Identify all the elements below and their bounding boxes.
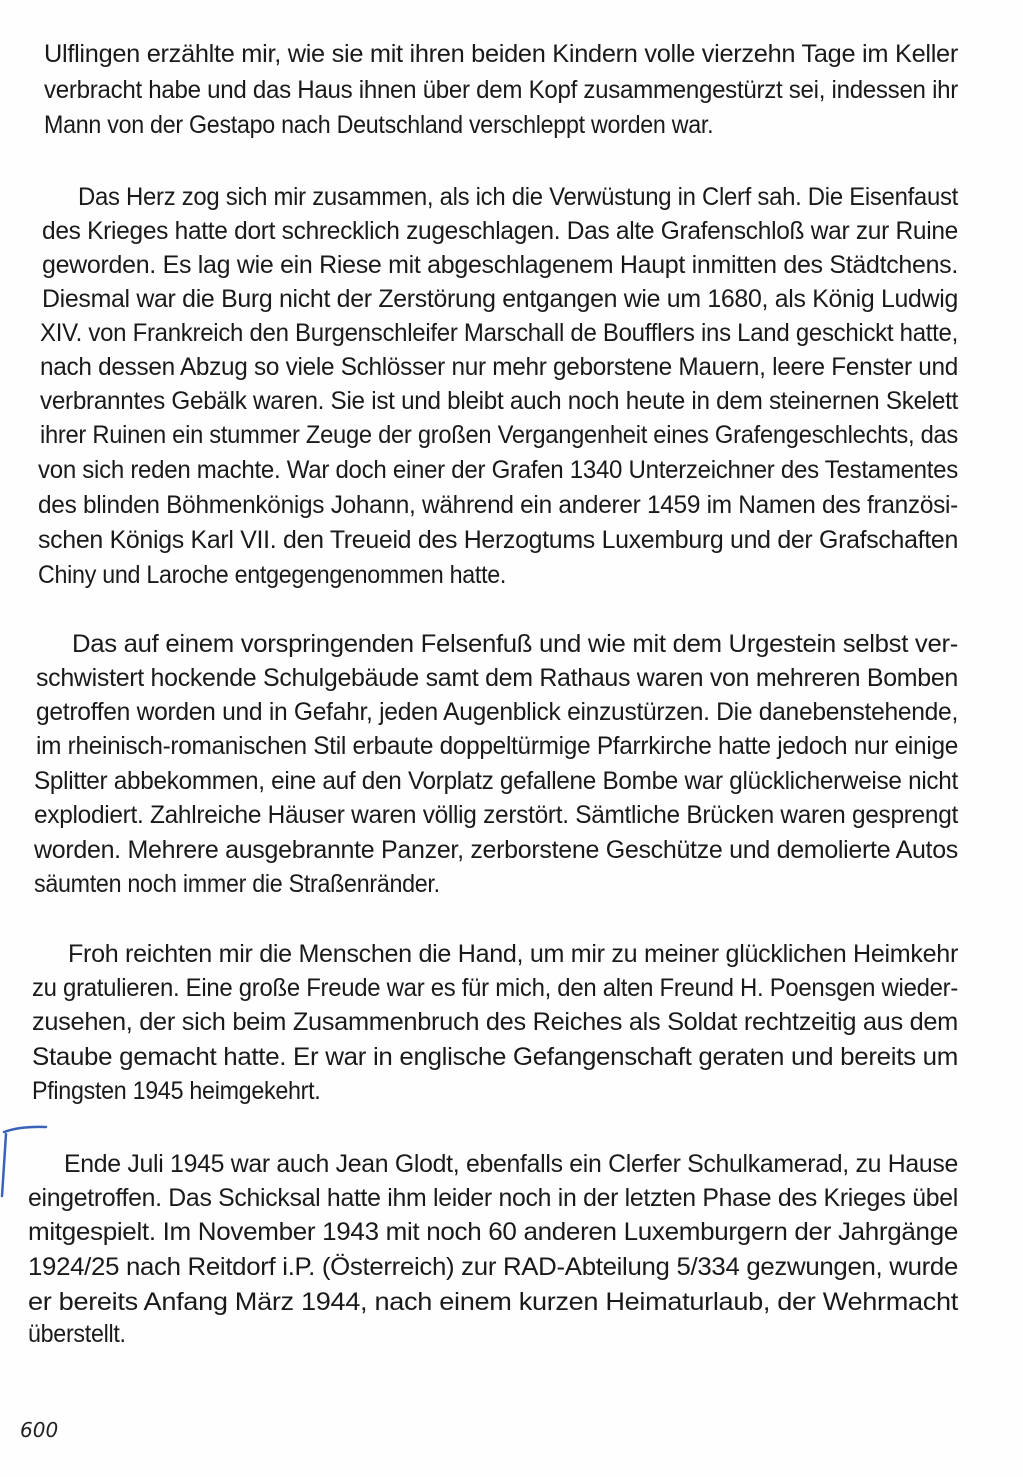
text-line: zusehen, der sich beim Zusammenbruch des Reiches als Soldat rechtzeitig aus dem	[32, 1008, 958, 1036]
text-line: des blinden Böhmenkönigs Johann, während ein anderer 1459 im Namen des französi-	[38, 491, 958, 519]
text-line: säumten noch immer die Straßenränder.	[34, 870, 440, 898]
text-line: verbracht habe und das Haus ihnen über dem Kopf zusammengestürzt sei, indessen ihr	[44, 76, 958, 104]
text-line: 1924/25 nach Reitdorf i.P. (Österreich) zur RAD-Abteilung 5/334 gezwungen, wurde	[28, 1253, 958, 1281]
text-line: er bereits Anfang März 1944, nach einem kurzen Heimaturlaub, der Wehrmacht	[28, 1288, 958, 1316]
text-line: ihrer Ruinen ein stummer Zeuge der großen Vergangenheit eines Grafengeschlechts, das	[40, 421, 958, 449]
text-line: getroffen worden und in Gefahr, jeden Augenblick einzustürzen. Die danebenstehende,	[36, 698, 958, 726]
page-number: 600	[20, 1418, 59, 1442]
text-line: Ende Juli 1945 war auch Jean Glodt, ebenfalls ein Clerfer Schulkamerad, zu Hause	[64, 1150, 958, 1178]
text-line: Ulflingen erzählte mir, wie sie mit ihren beiden Kindern volle vierzehn Tage im Keller	[44, 40, 958, 68]
text-line: Chiny und Laroche entgegengenommen hatte.	[38, 561, 507, 589]
text-line: Das Herz zog sich mir zusammen, als ich die Verwüstung in Clerf sah. Die Eisenfaust	[78, 183, 958, 211]
text-line: des Krieges hatte dort schrecklich zugeschlagen. Das alte Grafenschloß war zur Ruine	[42, 217, 958, 245]
text-line: Mann von der Gestapo nach Deutschland verschleppt worden war.	[44, 111, 714, 139]
text-line: mitgespielt. Im November 1943 mit noch 60 anderen Luxemburgern der Jahrgänge	[28, 1218, 958, 1246]
text-line: Pfingsten 1945 heimgekehrt.	[32, 1077, 321, 1105]
text-line: nach dessen Abzug so viele Schlösser nur mehr geborstene Mauern, leere Fenster und	[40, 353, 958, 381]
text-line: worden. Mehrere ausgebrannte Panzer, zerborstene Geschütze und demolierte Autos	[34, 836, 958, 864]
text-line: von sich reden machte. War doch einer der Grafen 1340 Unterzeichner des Testamentes	[38, 456, 958, 484]
text-line: Splitter abbekommen, eine auf den Vorplatz gefallene Bombe war glücklicherweise nicht	[34, 767, 958, 795]
text-line: Das auf einem vorspringenden Felsenfuß und wie mit dem Urgestein selbst ver-	[72, 630, 959, 658]
text-line: Diesmal war die Burg nicht der Zerstörung entgangen wie um 1680, als König Ludwig	[42, 285, 958, 313]
text-line: XIV. von Frankreich den Burgenschleifer Marschall de Boufflers ins Land geschickt hatte,	[40, 319, 958, 347]
text-line: überstellt.	[28, 1320, 126, 1348]
text-line: geworden. Es lag wie ein Riese mit abgeschlagenem Haupt inmitten des Städtchens.	[42, 251, 958, 279]
text-line: Staube gemacht hatte. Er war in englische Gefangenschaft geraten und bereits um	[32, 1043, 959, 1071]
text-line: zu gratulieren. Eine große Freude war es für mich, den alten Freund H. Poensgen wieder-	[32, 974, 958, 1002]
text-line: schwistert hockende Schulgebäude samt dem Rathaus waren von mehreren Bomben	[36, 664, 958, 692]
text-line: Froh reichten mir die Menschen die Hand, um mir zu meiner glücklichen Heimkehr	[68, 940, 958, 968]
text-line: schen Königs Karl VII. den Treueid des Herzogtums Luxemburg und der Grafschaften	[38, 526, 958, 554]
text-line: eingetroffen. Das Schicksal hatte ihm leider noch in der letzten Phase des Krieges übel	[28, 1184, 958, 1212]
text-line: im rheinisch-romanischen Stil erbaute doppeltürmige Pfarrkirche hatte jedoch nur einige	[36, 732, 958, 760]
text-line: explodiert. Zahlreiche Häuser waren völlig zerstört. Sämtliche Brücken waren gesprengt	[34, 801, 958, 829]
text-line: verbranntes Gebälk waren. Sie ist und bleibt auch noch heute in dem steinernen Skelett	[40, 387, 958, 415]
